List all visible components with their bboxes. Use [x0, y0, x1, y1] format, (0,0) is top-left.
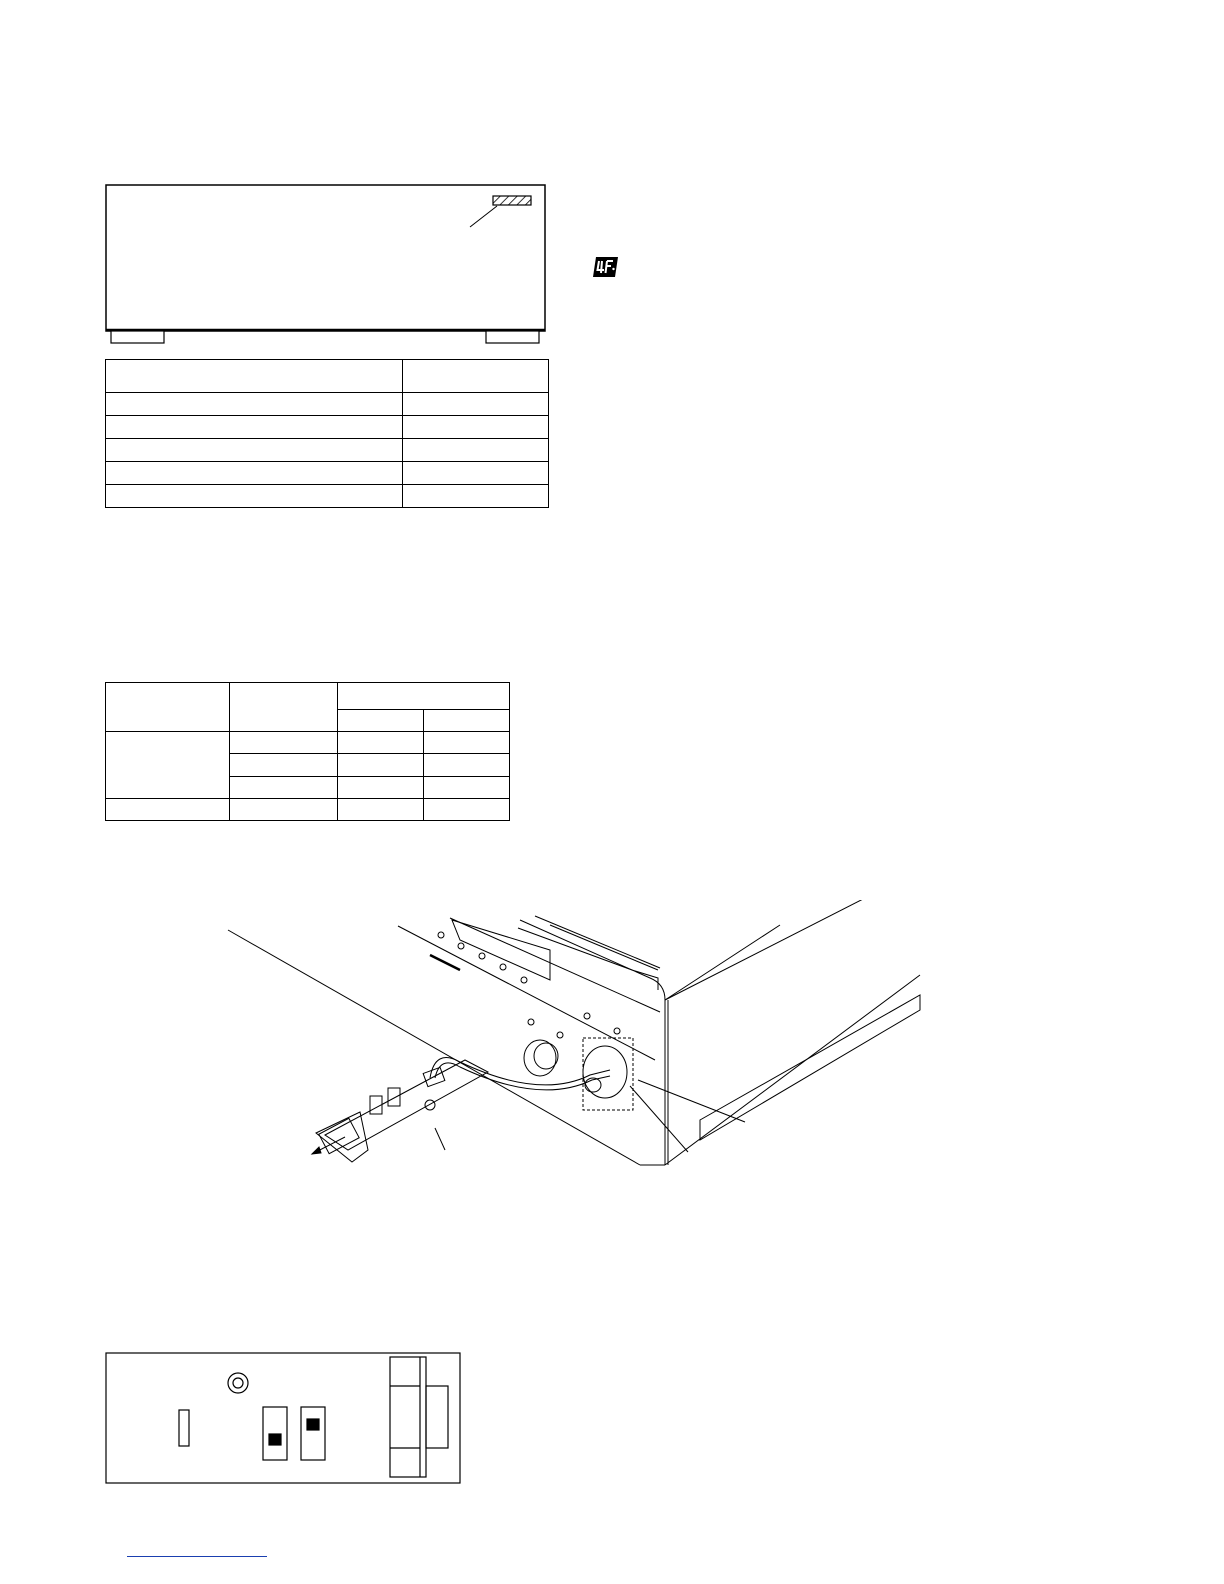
table-row [106, 462, 549, 485]
table-row [106, 485, 549, 508]
table-row [106, 360, 549, 393]
connector-slot [179, 1410, 189, 1446]
table-row [106, 439, 549, 462]
model-table [105, 359, 549, 508]
lead-free-mark-icon [591, 256, 621, 278]
table-row [106, 798, 510, 820]
installation-illustration [220, 900, 940, 1180]
mounting-hole [228, 1373, 248, 1393]
footer-link-underline[interactable] [127, 1556, 267, 1557]
switch-2 [301, 1407, 325, 1460]
cabinet-figure [100, 180, 555, 350]
switch-setting-table [105, 682, 510, 821]
cabinet-foot-right [486, 331, 539, 343]
jig-board-diagram [100, 1348, 465, 1488]
table-row [106, 416, 549, 439]
model-label-hatched [493, 196, 531, 205]
table-row [106, 732, 510, 754]
table-row [106, 393, 549, 416]
table-row [106, 683, 510, 710]
board-outline [106, 1353, 460, 1483]
cabinet-foot-left [111, 331, 164, 343]
